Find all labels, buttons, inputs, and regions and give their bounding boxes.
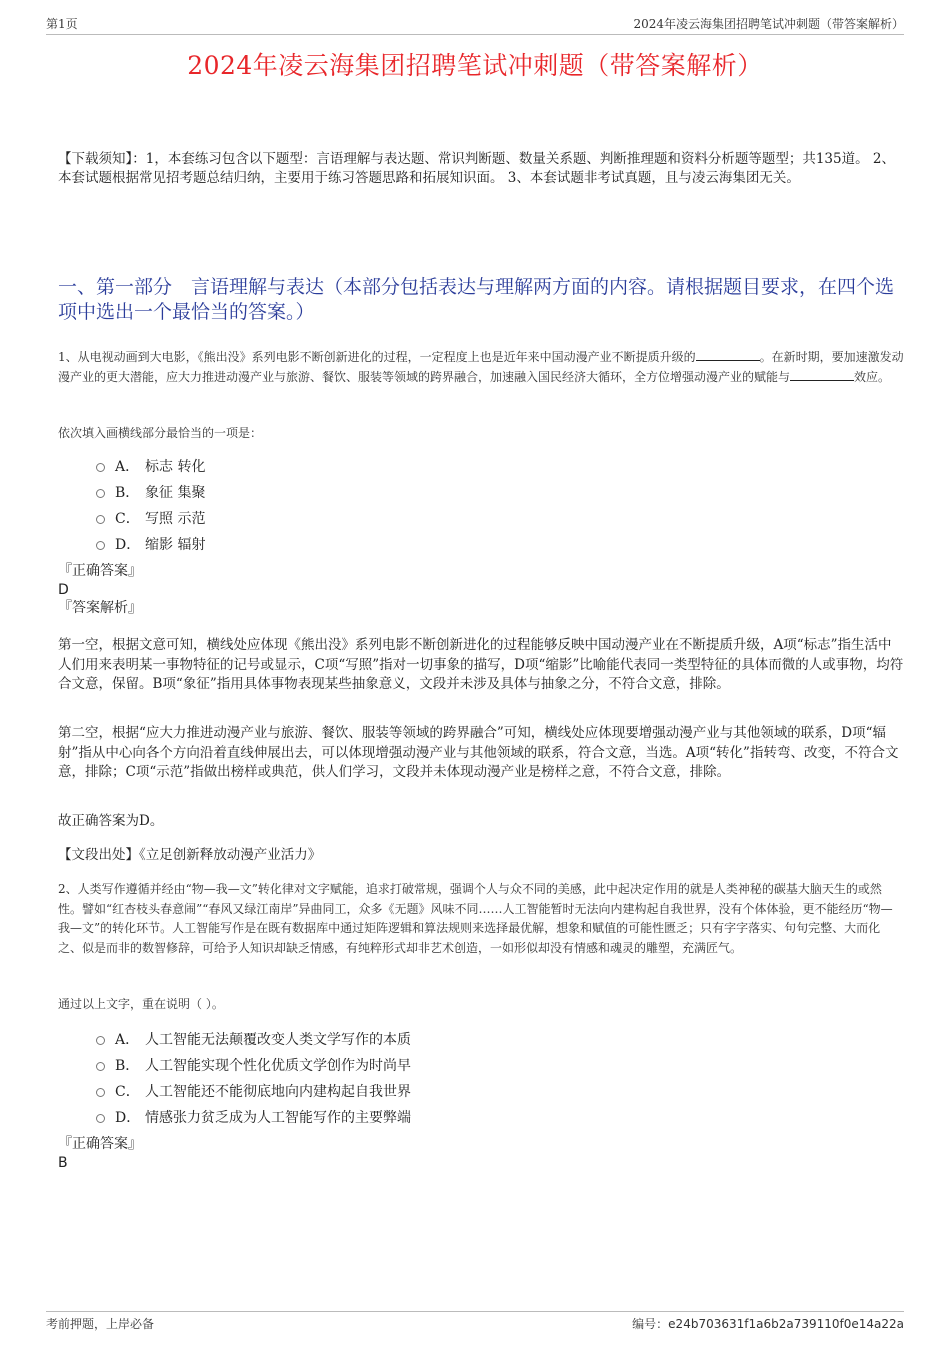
question-2 [58, 880, 904, 958]
question-1-options [96, 453, 205, 557]
question-2-options [96, 1026, 411, 1130]
answer-label: 『正确答案』 [58, 563, 142, 579]
footer-slogan: 考前押题，上岸必备 [46, 1317, 155, 1331]
analysis-paragraph-1: 第一空，根据文意可知，横线处应体现《熊出没》系列电影不断创新进化的过程能够反映中国动漫产业在不断提质升级，A项“标志”指生活中人们用来表明某一事物特征的记号或显示，C项“写照”指对一切事象的描写，D项“缩影”比喻能代表同一类型特征的具体而微的人或事物，均符合文意，保留。B项“象征”指用具体事物表现某些抽象意义，文段并未涉及具体与抽象之分，不符合文意，排除。 [58, 637, 904, 692]
option-b[interactable]: B． 人工智能实现个性化优质文学创作为时尚早 [96, 1052, 411, 1078]
radio-icon[interactable] [96, 489, 105, 498]
fill-blank [696, 348, 760, 361]
analysis-conclusion: 故正确答案为D。 [58, 813, 164, 829]
radio-icon[interactable] [96, 463, 105, 472]
document-title: 2024年凌云海集团招聘笔试冲刺题（带答案解析） [187, 51, 763, 80]
radio-icon[interactable] [96, 515, 105, 524]
option-c[interactable]: C． 人工智能还不能彻底地向内建构起自我世界 [96, 1078, 411, 1104]
fill-blank [790, 368, 854, 381]
footer-code: 编号：e24b703631f1a6b2a739110f0e14a22a [632, 1317, 904, 1331]
option-c[interactable]: C． 写照 示范 [96, 505, 205, 531]
page-header [46, 14, 904, 35]
option-b[interactable]: B． 象征 集聚 [96, 479, 205, 505]
radio-icon[interactable] [96, 1036, 105, 1045]
radio-icon[interactable] [96, 1062, 105, 1071]
question-2-text: 2、人类写作遵循并经由“物—我—文”转化律对文字赋能，追求打破常规，强调个人与众不同的美感，此中起决定作用的就是人类神秘的碳基大脑天生的或然性。譬如“红杏枝头春意闹”“春风又绿江南岸”异曲同工，众多《无题》风味不同……人工智能暂时无法向内建构起自我世界，没有个体体验，更不能经历“物—我—文”的转化环节。人工智能写作是在既有数据库中通过矩阵逻辑和算法规则来选择最优解，想象和赋值的可能性匮乏；只有字字落实、句句完整、大而化之、似是而非的数智修辞，可给予人知识却缺乏情感，有纯粹形式却非艺术创造，一如形似却没有情感和魂灵的雕塑，充满匠气。 [58, 882, 893, 955]
question-1-prompt: 依次填入画横线部分最恰当的一项是： [58, 426, 263, 440]
answer-value: B [58, 1155, 68, 1171]
question-1-text: 1、从电视动画到大电影，《熊出没》系列电影不断创新进化的过程，一定程度上也是近年来中国动漫产业不断提质升级的 。在新时期，要加速激发动漫产业的更大潜能，应大力推进动漫产业与旅游、餐饮、服装等领域的跨界融合，加速融入国民经济大循环，全方位增强动漫产业的赋能与 效应。 [58, 350, 904, 384]
section-title: 一、第一部分 言语理解与表达（本部分包括表达与理解两方面的内容。请根据题目要求，在四个选项中选出一个最恰当的答案。） [58, 276, 895, 323]
analysis-paragraph-2: 第二空，根据“应大力推进动漫产业与旅游、餐饮、服装等领域的跨界融合”可知，横线处应体现要增强动漫产业与其他领域的联系，D项“辐射”指从中心向各个方向沿着直线伸展出去，可以体现增强动漫产业与其他领域的联系，符合文意，当选。A项“转化”指转弯、改变，不符合文意，排除；C项“示范”指做出榜样或典范，供人们学习，文段并未体现动漫产业是榜样之意，不符合文意，排除。 [58, 725, 899, 780]
option-a[interactable]: A． 标志 转化 [96, 453, 205, 479]
option-d[interactable]: D． 情感张力贫乏成为人工智能写作的主要弊端 [96, 1104, 411, 1130]
answer-label: 『正确答案』 [58, 1136, 142, 1152]
radio-icon[interactable] [96, 1088, 105, 1097]
page-number: 第1页 [46, 17, 78, 31]
answer-value: D [58, 582, 69, 598]
radio-icon[interactable] [96, 541, 105, 550]
download-notice: 【下载须知】：1，本套练习包含以下题型：言语理解与表达题、常识判断题、数量关系题、判断推理题和资料分析题等题型；共135道。 2、本套试题根据常见招考题总结归纳，主要用于练习答题思路和拓展知识面。 3、本套试题非考试真题，且与凌云海集团无关。 [58, 151, 895, 186]
page-footer [46, 1311, 904, 1332]
option-d[interactable]: D． 缩影 辐射 [96, 531, 205, 557]
passage-source: 【文段出处】《立足创新释放动漫产业活力》 [58, 847, 322, 863]
analysis-label: 『答案解析』 [58, 600, 142, 616]
question-1 [58, 348, 904, 387]
header-doc-title: 2024年凌云海集团招聘笔试冲刺题（带答案解析） [633, 17, 904, 31]
option-a[interactable]: A． 人工智能无法颠覆改变人类文学写作的本质 [96, 1026, 411, 1052]
radio-icon[interactable] [96, 1114, 105, 1123]
question-2-prompt: 通过以上文字，重在说明（ ）。 [58, 997, 224, 1011]
